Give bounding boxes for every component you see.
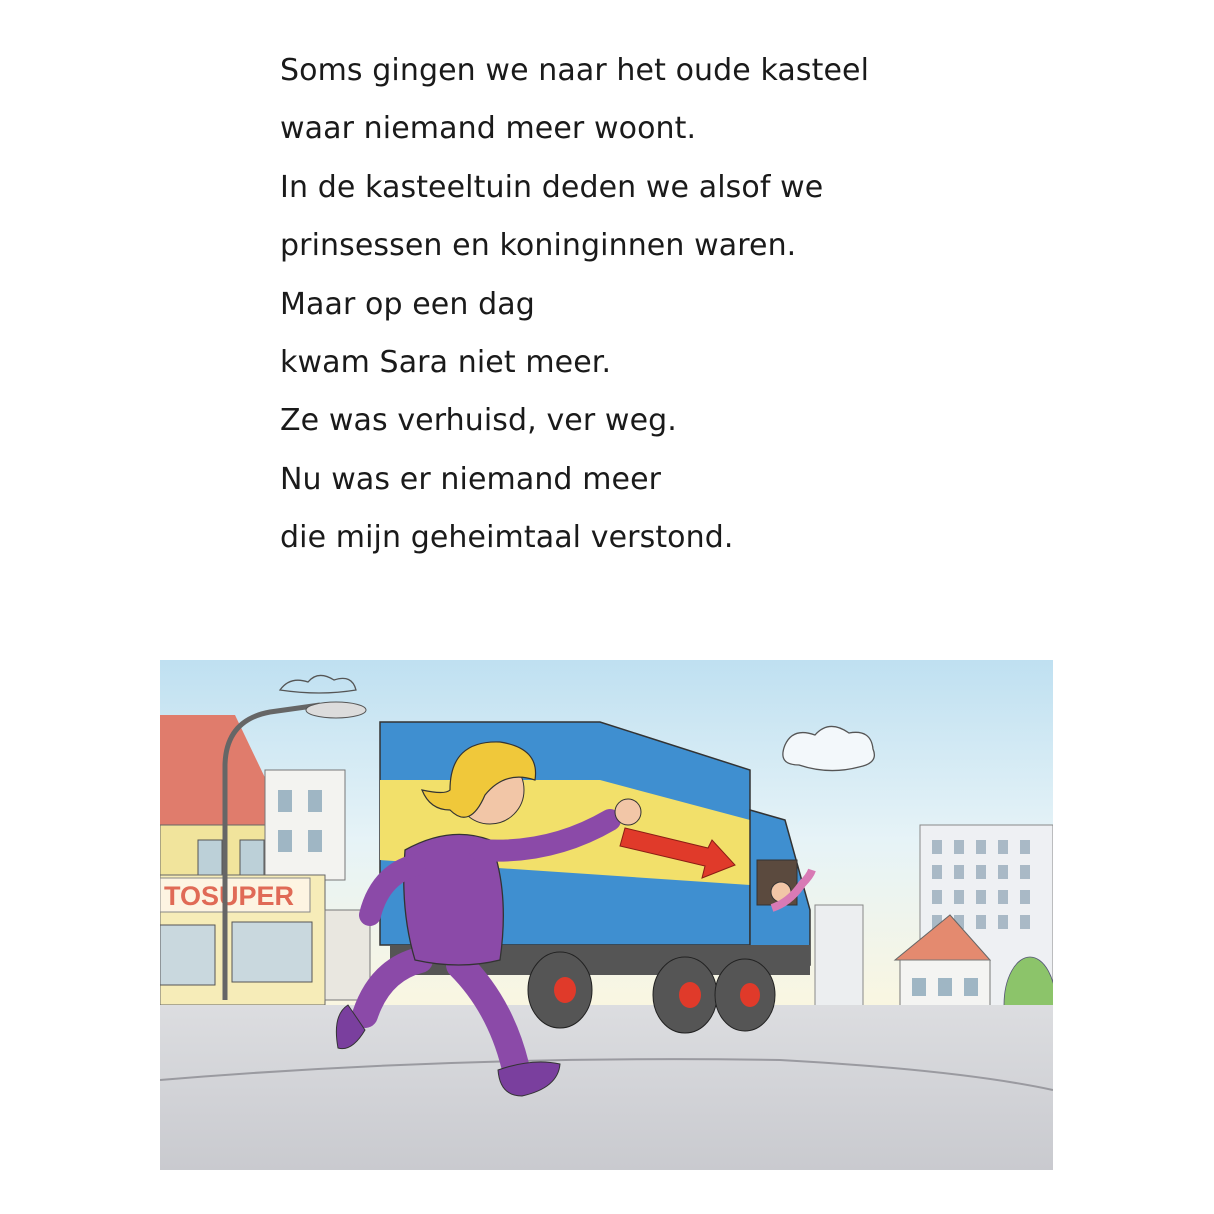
shop-sign: TOSUPER <box>164 881 295 911</box>
window <box>938 978 952 996</box>
window <box>308 830 322 852</box>
story-line: die mijn geheimtaal verstond. <box>280 520 734 556</box>
story-line: kwam Sara niet meer. <box>280 345 612 381</box>
window <box>964 978 978 996</box>
road <box>160 1005 1053 1170</box>
story-line: prinsessen en koninginnen waren. <box>280 228 797 264</box>
story-line: Ze was verhuisd, ver weg. <box>280 403 677 439</box>
story-line: Soms gingen we naar het oude kasteel <box>280 53 870 88</box>
story-line: Maar op een dag <box>280 286 535 322</box>
story-line: In de kasteeltuin deden we alsof we <box>280 169 824 205</box>
street-illustration <box>160 660 1053 1170</box>
window <box>308 790 322 812</box>
story-text <box>280 42 1040 568</box>
building-white <box>265 770 345 880</box>
cloud <box>783 726 875 770</box>
window <box>198 840 222 880</box>
street-lamp-head <box>306 702 366 718</box>
window <box>278 830 292 852</box>
window <box>240 840 264 880</box>
shop-window <box>232 922 312 982</box>
story-line: waar niemand meer woont. <box>280 111 697 147</box>
illustration-svg <box>160 660 1053 1170</box>
shop-window <box>160 925 215 985</box>
window <box>278 790 292 812</box>
window <box>912 978 926 996</box>
story-line: Nu was er niemand meer <box>280 461 662 497</box>
